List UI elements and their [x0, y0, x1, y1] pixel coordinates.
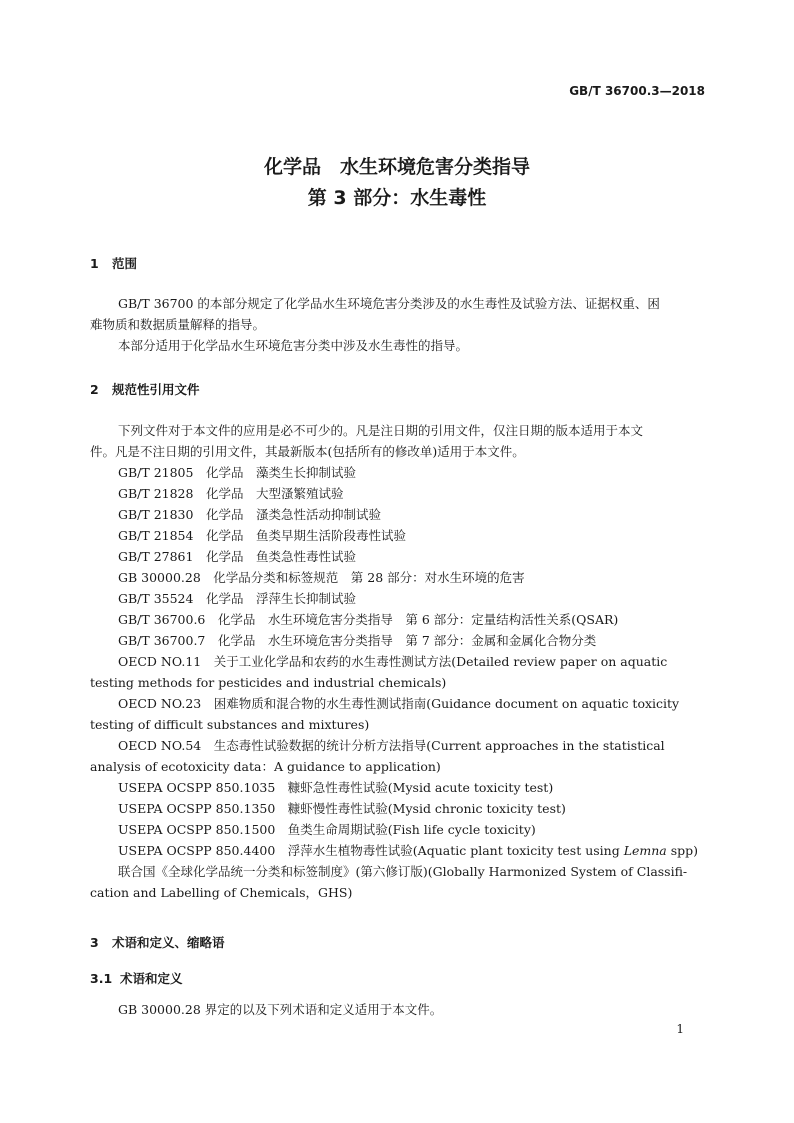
standard-number: GB/T 36700.3—2018 — [569, 84, 705, 98]
reference-item-continuation: cation and Labelling of Chemicals，GHS) — [90, 885, 353, 900]
reference-item: GB/T 21830 化学品 溞类急性活动抑制试验 — [118, 507, 381, 522]
document-title: 化学品 水生环境危害分类指导 — [263, 156, 530, 178]
reference-item: OECD NO.23 困难物质和混合物的水生毒性测试指南(Guidance document on aquatic toxicity — [118, 696, 680, 711]
section-number: 3 — [90, 935, 99, 950]
reference-item-continuation: analysis of ecotoxicity data：A guidance to application) — [90, 759, 441, 774]
reference-item: GB 30000.28 化学品分类和标签规范 第 28 部分：对水生环境的危害 — [118, 570, 525, 585]
subsection-3-1-heading — [90, 969, 183, 987]
reference-text: spp) — [666, 843, 699, 858]
reference-item: GB/T 21805 化学品 藻类生长抑制试验 — [118, 465, 356, 480]
reference-item: 联合国《全球化学品统一分类和标签制度》(第六修订版)(Globally Harmonized System of Classifi- — [118, 864, 688, 879]
reference-item — [90, 840, 704, 861]
reference-item-continuation: testing methods for pesticides and industrial chemicals) — [90, 675, 447, 690]
page-number: 1 — [676, 1022, 684, 1036]
paragraph-line: 本部分适用于化学品水生环境危害分类中涉及水生毒性的指导。 — [118, 338, 469, 353]
paragraph-line: 难物质和数据质量解释的指导。 — [90, 317, 266, 332]
subsection-title: 术语和定义 — [120, 971, 183, 986]
paragraph-line: GB/T 36700 的本部分规定了化学品水生环境危害分类涉及的水生毒性及试验方法、证据权重、困 — [118, 296, 660, 311]
reference-item: GB/T 36700.6 化学品 水生环境危害分类指导 第 6 部分：定量结构活性关系(QSAR) — [118, 612, 619, 627]
section-3-heading — [90, 933, 225, 951]
reference-item: OECD NO.54 生态毒性试验数据的统计分析方法指导(Current approaches in the statistical — [118, 738, 665, 753]
paragraph-line: 下列文件对于本文件的应用是必不可少的。凡是注日期的引用文件，仅注日期的版本适用于本文 — [118, 423, 644, 438]
reference-item-continuation: testing of difficult substances and mixtures) — [90, 717, 370, 732]
section-2-heading — [90, 380, 200, 398]
section-number: 1 — [90, 256, 99, 271]
document-subtitle: 第 3 部分：水生毒性 — [307, 187, 487, 209]
reference-species-name: Lemna — [623, 843, 667, 858]
normative-references — [90, 420, 704, 903]
reference-item: GB/T 21854 化学品 鱼类早期生活阶段毒性试验 — [118, 528, 406, 543]
paragraph-line: 件。凡是不注日期的引用文件，其最新版本(包括所有的修改单)适用于本文件。 — [90, 444, 525, 459]
reference-item: GB/T 35524 化学品 浮萍生长抑制试验 — [118, 591, 356, 606]
section-1-heading — [90, 254, 137, 272]
reference-item: GB/T 27861 化学品 鱼类急性毒性试验 — [118, 549, 356, 564]
reference-item: GB/T 21828 化学品 大型溞繁殖试验 — [118, 486, 344, 501]
reference-item: USEPA OCSPP 850.1500 鱼类生命周期试验(Fish life cycle toxicity) — [118, 822, 536, 837]
reference-text: USEPA OCSPP 850.4400 浮萍水生植物毒性试验(Aquatic plant toxicity test using — [118, 843, 624, 858]
subsection-3-1-text — [90, 999, 704, 1020]
paragraph-line: GB 30000.28 界定的以及下列术语和定义适用于本文件。 — [118, 1002, 443, 1017]
section-title: 规范性引用文件 — [112, 382, 200, 397]
reference-item: OECD NO.11 关于工业化学品和农药的水生毒性测试方法(Detailed review paper on aquatic — [118, 654, 668, 669]
reference-item: USEPA OCSPP 850.1350 糠虾慢性毒性试验(Mysid chronic toxicity test) — [118, 801, 566, 816]
section-1-scope-text — [90, 293, 704, 356]
section-title: 术语和定义、缩略语 — [112, 935, 225, 950]
subsection-number: 3.1 — [90, 971, 113, 986]
section-title: 范围 — [112, 256, 138, 271]
reference-item: USEPA OCSPP 850.1035 糠虾急性毒性试验(Mysid acute toxicity test) — [118, 780, 554, 795]
reference-item: GB/T 36700.7 化学品 水生环境危害分类指导 第 7 部分：金属和金属化合物分类 — [118, 633, 597, 648]
section-number: 2 — [90, 382, 99, 397]
